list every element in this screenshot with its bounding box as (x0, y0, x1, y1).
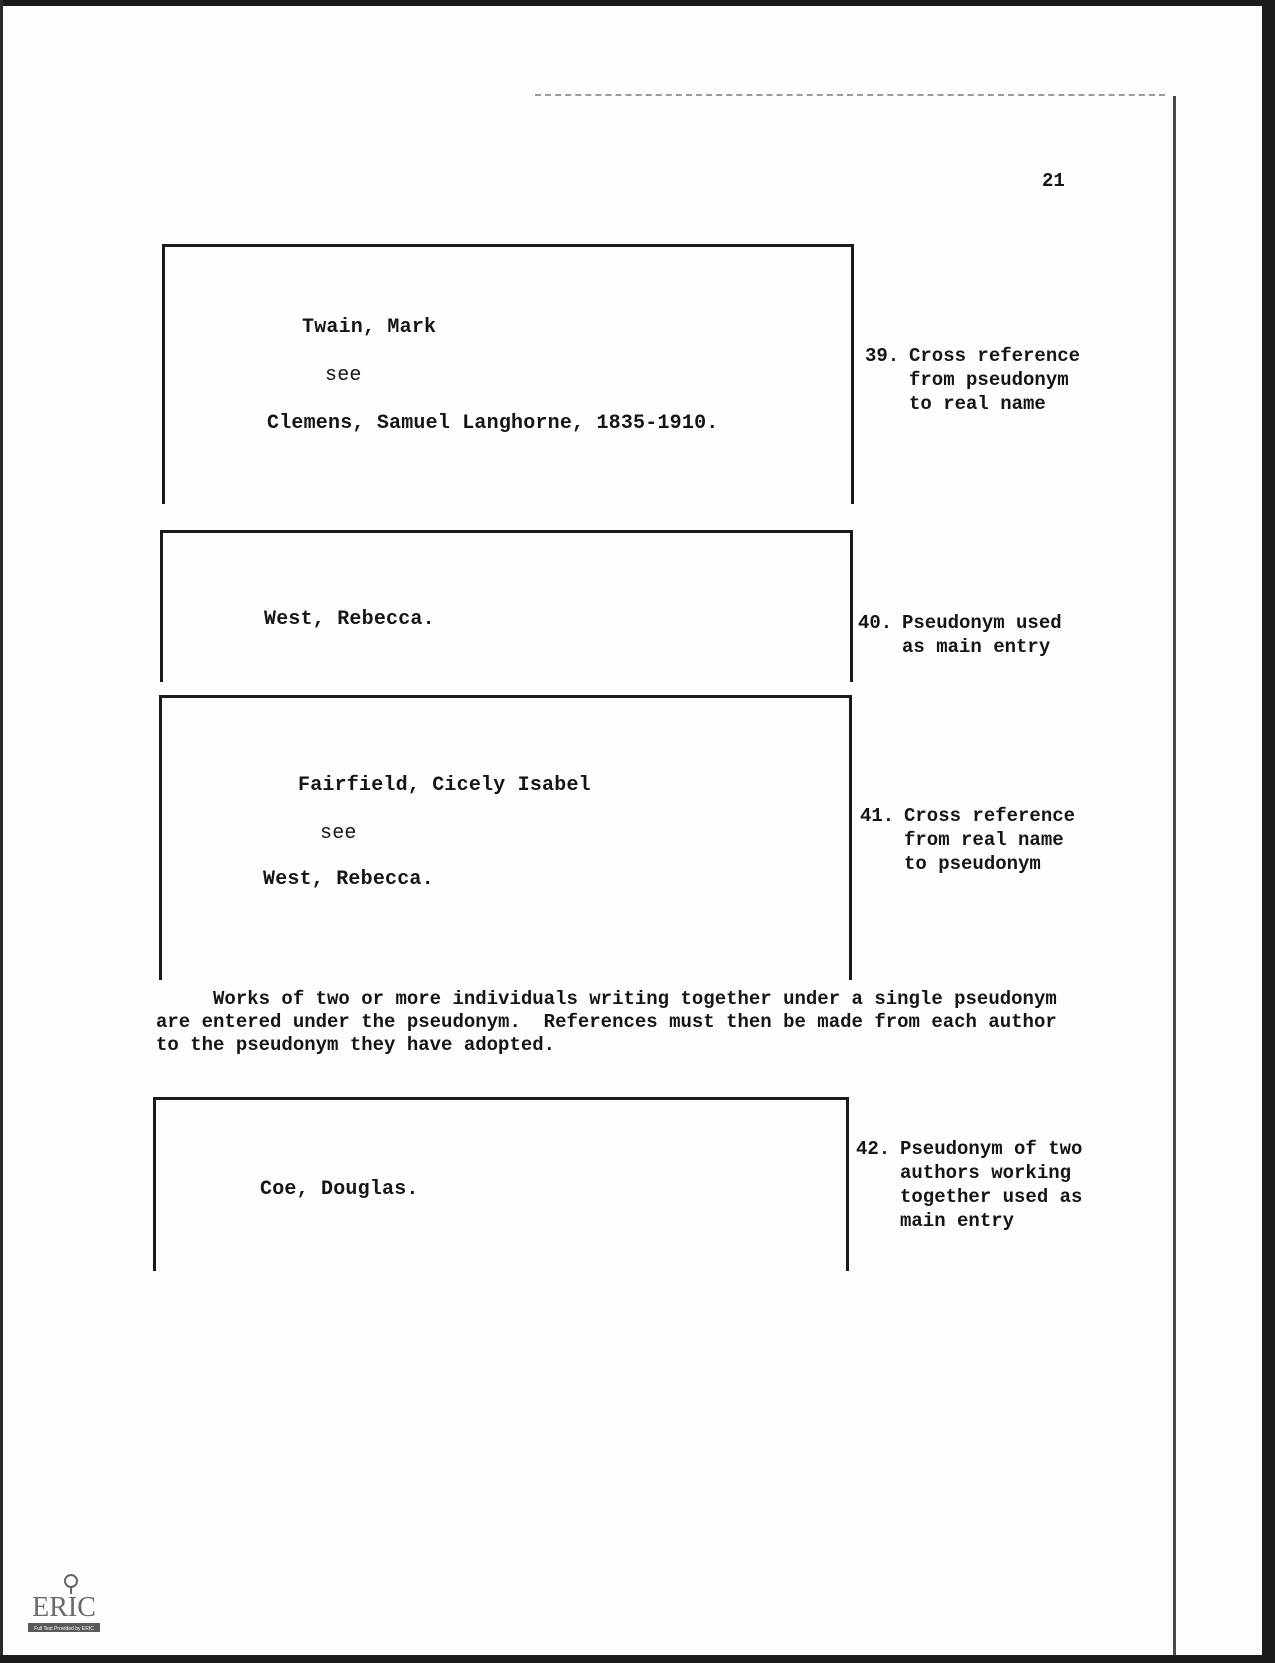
annotation-39-number: 39. (865, 345, 900, 367)
annotation-40-line: as main entry (902, 636, 1051, 658)
annotation-42 (856, 1137, 1082, 1233)
catalog-card-42 (153, 1097, 849, 1271)
paragraph-line: Works of two or more individuals writing together under a single pseudonym (156, 988, 1057, 1010)
body-paragraph (156, 988, 1086, 1057)
card-39-see: see (325, 364, 362, 387)
annotation-40 (858, 611, 1062, 659)
eric-logo-text: ERIC (32, 1592, 96, 1623)
scan-border-right (1262, 0, 1275, 1663)
paragraph-line: to the pseudonym they have adopted. (156, 1034, 556, 1056)
annotation-42-line: together used as (900, 1186, 1083, 1208)
annotation-41-line: to pseudonym (904, 853, 1041, 875)
margin-rule (1173, 96, 1176, 1655)
page-number: 21 (1042, 170, 1065, 192)
card-40-heading: West, Rebecca. (264, 608, 435, 631)
eric-logo-subtext: Full Text Provided by ERIC (34, 1626, 94, 1632)
card-39-heading: Twain, Mark (302, 316, 437, 339)
card-41-see: see (320, 822, 357, 845)
annotation-39-line: Cross reference (909, 345, 1081, 367)
annotation-41-line: Cross reference (904, 805, 1076, 827)
scan-border-bottom (0, 1655, 1275, 1663)
eric-logo (26, 1572, 102, 1634)
annotation-39-line: to real name (909, 393, 1046, 415)
eric-logo-graphic (26, 1572, 102, 1634)
catalog-card-39 (162, 244, 854, 504)
scan-border-top (0, 0, 1275, 6)
paragraph-line: are entered under the pseudonym. References must then be made from each author (156, 1011, 1057, 1033)
annotation-41 (860, 804, 1075, 876)
annotation-40-number: 40. (858, 612, 893, 634)
card-41-heading: Fairfield, Cicely Isabel (298, 774, 591, 797)
annotation-39-line: from pseudonym (909, 369, 1069, 391)
annotation-42-line: main entry (900, 1210, 1015, 1232)
annotation-41-line: from real name (904, 829, 1064, 851)
annotation-41-number: 41. (860, 805, 895, 827)
header-rule (535, 94, 1165, 96)
catalog-card-41 (159, 695, 852, 980)
card-42-heading: Coe, Douglas. (260, 1178, 419, 1201)
scan-border-left (0, 0, 3, 1663)
annotation-40-line: Pseudonym used (902, 612, 1062, 634)
annotation-42-line: Pseudonym of two (900, 1138, 1083, 1160)
annotation-39 (865, 344, 1080, 416)
card-41-target: West, Rebecca. (263, 868, 434, 891)
card-39-target: Clemens, Samuel Langhorne, 1835-1910. (267, 412, 719, 435)
annotation-42-line: authors working (900, 1162, 1072, 1184)
catalog-card-40 (160, 530, 853, 682)
annotation-42-number: 42. (856, 1138, 891, 1160)
